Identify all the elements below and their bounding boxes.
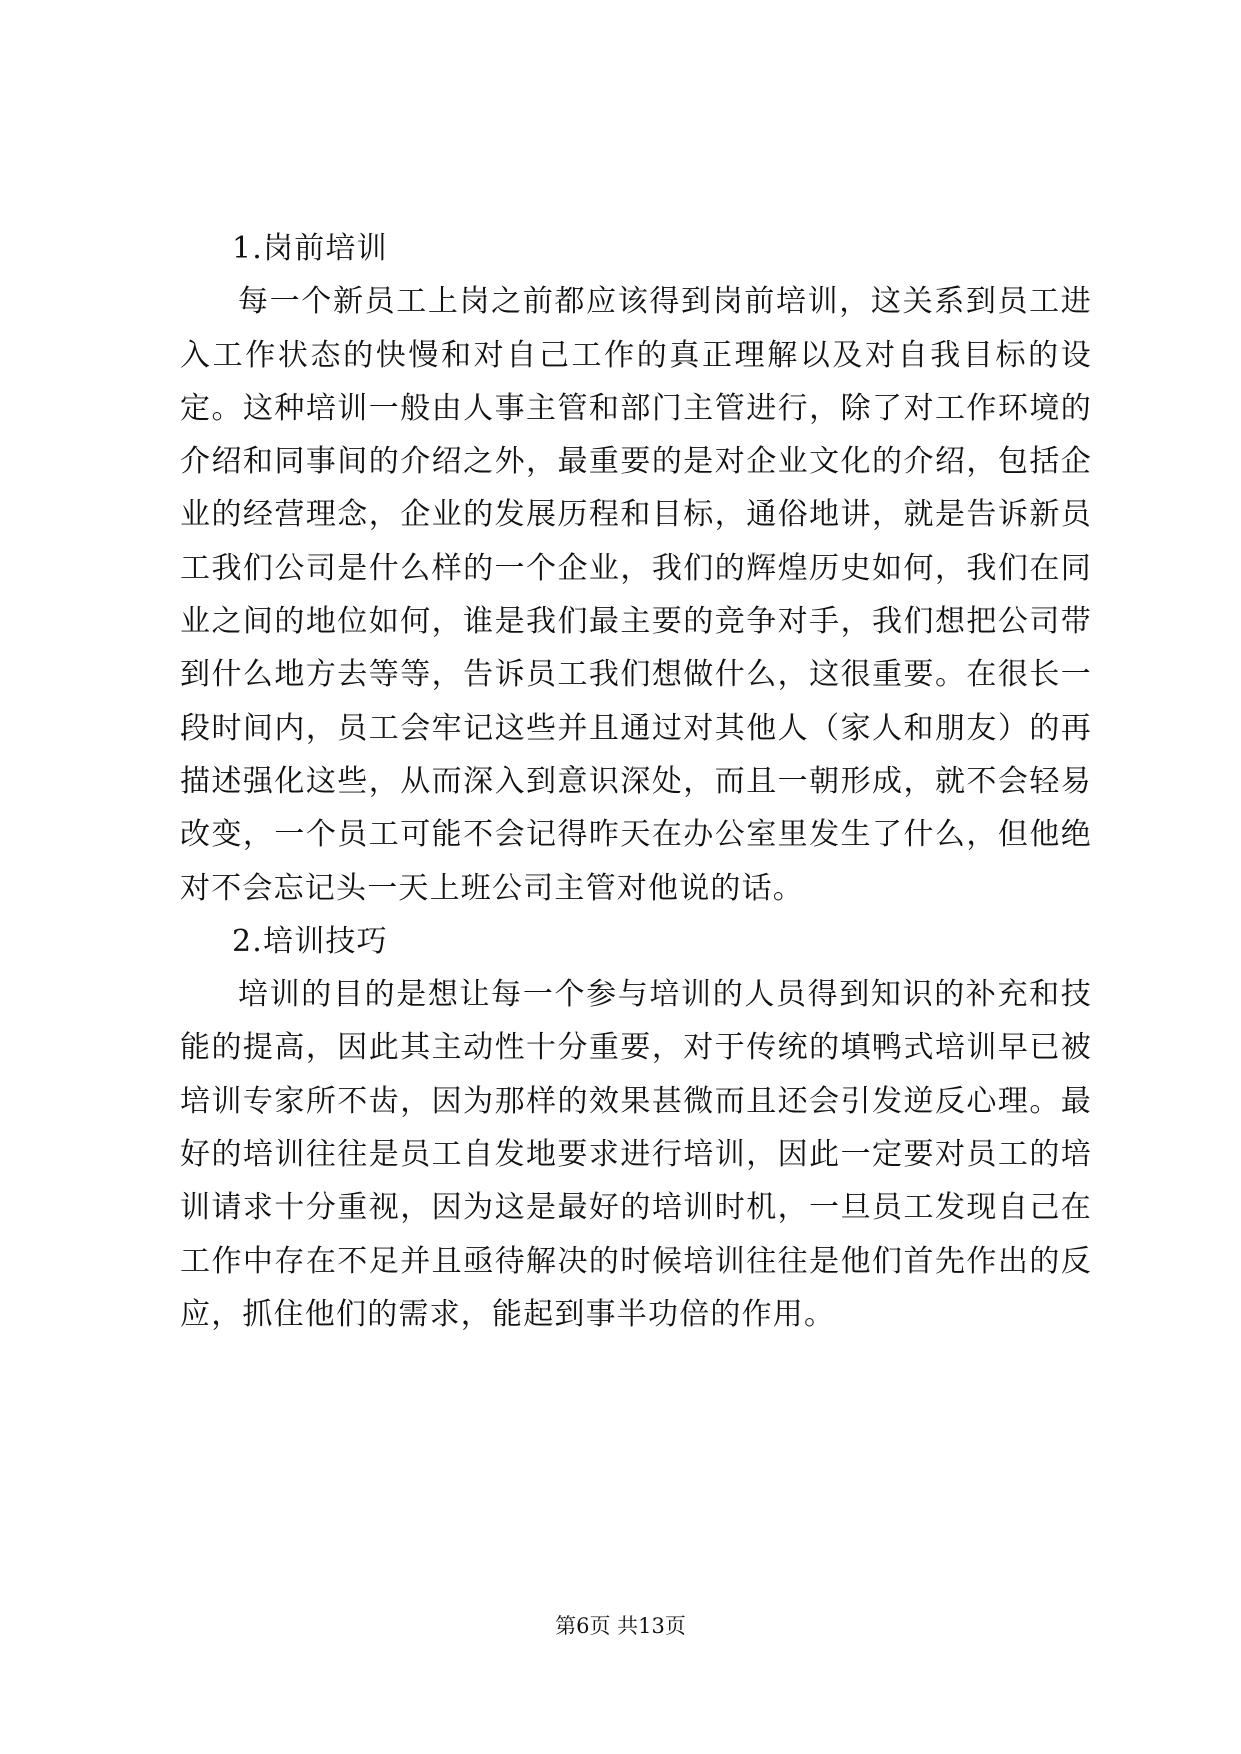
section-heading-training-skills: 2.培训技巧	[232, 923, 388, 959]
section-paragraph-pre-job-training: 每一个新员工上岗之前都应该得到岗前培训，这关系到员工进入工作状态的快慢和对自己工作的真正理解以及对自我目标的设定。这种培训一般由人事主管和部门主管进行，除了对工作环境的介绍和同事间的介绍之外，最重要的是对企业文化的介绍，包括企业的经营理念，企业的发展历程和目标，通俗地讲，就是告诉新员工我们公司是什么样的一个企业，我们的辉煌历史如何，我们在同业之间的地位如何，谁是我们最主要的竞争对手，我们想把公司带到什么地方去等等，告诉员工我们想做什么，这很重要。在很长一段时间内，员工会牢记这些并且通过对其他人（家人和朋友）的再描述强化这些，从而深入到意识深处，而且一朝形成，就不会轻易改变，一个员工可能不会记得昨天在办公室里发生了什么，但他绝对不会忘记头一天上班公司主管对他说的话。	[180, 284, 1092, 906]
section-paragraph-training-skills: 培训的目的是想让每一个参与培训的人员得到知识的补充和技能的提高，因此其主动性十分重要，对于传统的填鸭式培训早已被培训专家所不齿，因为那样的效果甚微而且还会引发逆反心理。最好的培训往往是员工自发地要求进行培训，因此一定要对员工的培训请求十分重视，因为这是最好的培训时机，一旦员工发现自己在工作中存在不足并且亟待解决的时候培训往往是他们首先作出的反应，抓住他们的需求，能起到事半功倍的作用。	[180, 977, 1092, 1332]
section-heading-pre-job-training: 1.岗前培训	[232, 231, 388, 266]
page-number-footer: 第6页 共13页	[555, 1614, 686, 1638]
document-body	[180, 222, 1092, 1341]
